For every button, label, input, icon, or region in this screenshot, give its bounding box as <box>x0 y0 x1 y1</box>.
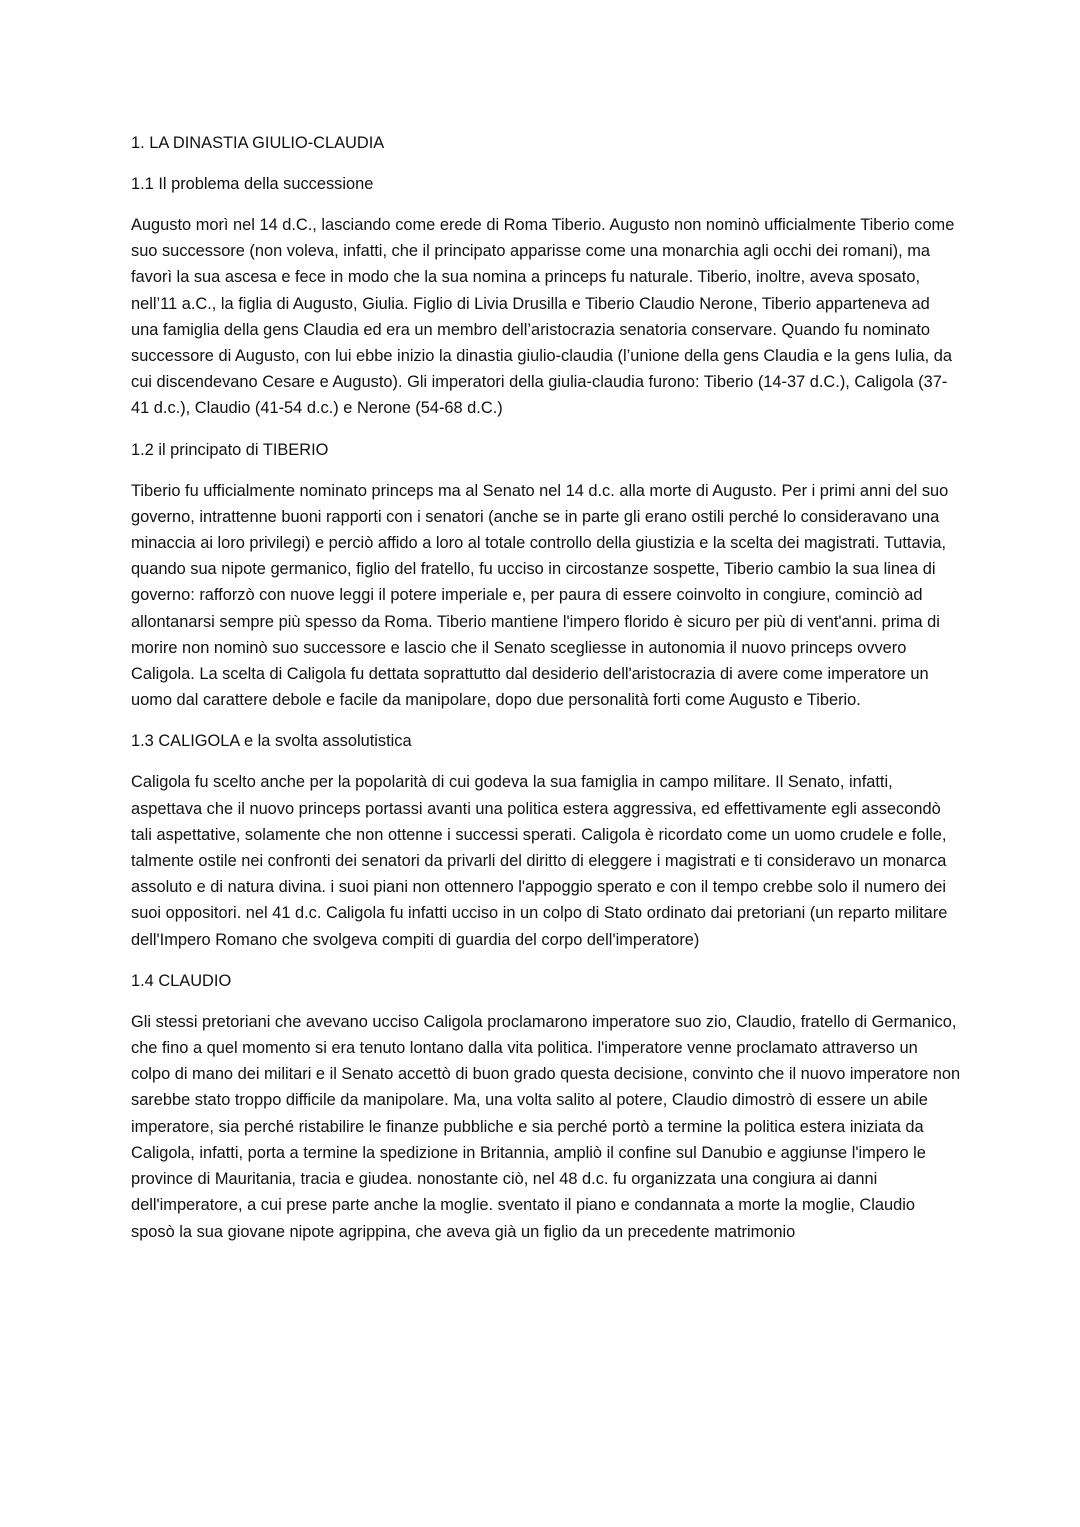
section-paragraph: Augusto morì nel 14 d.C., lasciando come erede di Roma Tiberio. Augusto non nominò ufficialmente Tiberio come suo successore (non voleva, infatti, che il principato apparisse come una monarchia agli occhi dei romani), ma favorì la sua ascesa e fece in modo che la sua nomina a princeps fu naturale. Tiberio, inoltre, aveva sposato, nell’11 a.C., la figlia di Augusto, Giulia. Figlio di Livia Drusilla e Tiberio Claudio Nerone, Tiberio apparteneva ad una famiglia della gens Claudia ed era un membro dell’aristocrazia senatoria conservare. Quando fu nominato successore di Augusto, con lui ebbe inizio la dinastia giulio-claudia (l’unione della gens Claudia e la gens Iulia, da cui discendevano Cesare e Augusto). Gli imperatori della giulia-claudia furono: Tiberio (14-37 d.C.), Caligola (37-41 d.c.), Claudio (41-54 d.c.) e Nerone (54-68 d.C.) <box>131 216 955 418</box>
section-heading: 1.3 CALIGOLA e la svolta assolutistica <box>131 732 412 751</box>
section-heading: 1.2 il principato di TIBERIO <box>131 440 329 459</box>
document-title: 1. LA DINASTIA GIULIO-CLAUDIA <box>131 134 385 152</box>
section-paragraph: Caligola fu scelto anche per la popolarità di cui godeva la sua famiglia in campo militare. Il Senato, infatti, aspettava che il nuovo princeps portassi avanti una politica estera aggressiva, ed effettivamente egli assecondò tali aspettative, solamente che non ottenne i successi sperati. Caligola è ricordato come un uomo crudele e folle, talmente ostile nei confronti dei senatori da privarli del diritto di eleggere i magistrati e ti consideravo un monarca assoluto e di natura divina. i suoi piani non ottennero l'appoggio sperato e con il tempo crebbe solo il numero dei suoi oppositori. nel 41 d.c. Caligola fu infatti ucciso in un colpo di Stato ordinato dai pretoriani (un reparto militare dell'Impero Romano che svolgeva compiti di guardia del corpo dell'imperatore) <box>131 773 948 949</box>
section-tiberio <box>131 437 961 714</box>
section-successione <box>131 171 961 422</box>
section-paragraph: Tiberio fu ufficialmente nominato princeps ma al Senato nel 14 d.c. alla morte di Augusto. Per i primi anni del suo governo, intrattenne buoni rapporti con i senatori (anche se in parte gli erano ostili perché lo consideravano una minaccia ai loro privilegi) e perciò affido a loro al totale controllo della giustizia e la scelta dei magistrati. Tuttavia, quando sua nipote germanico, figlio del fratello, fu ucciso in circostanze sospette, Tiberio cambio la sua linea di governo: rafforzò con nuove leggi il potere imperiale e, per paura di essere coinvolto in congiure, cominciò ad allontanarsi sempre più spesso da Roma. Tiberio mantiene l'impero florido è sicuro per più di vent'anni. prima di morire non nominò suo successore e lascio che il Senato scegliesse in autonomia il nuovo princeps ovvero Caligola. La scelta di Caligola fu dettata soprattutto dal desiderio dell'aristocrazia di avere come imperatore un uomo dal carattere debole e facile da manipolare, dopo due personalità forti come Augusto e Tiberio. <box>131 481 949 710</box>
section-paragraph: Gli stessi pretoriani che avevano ucciso Caligola proclamarono imperatore suo zio, Claudio, fratello di Germanico, che fino a quel momento si era tenuto lontano dalla vita politica. l'imperatore venne proclamato attraverso un colpo di mano dei militari e il Senato accettò di buon grado questa decisione, convinto che il nuovo imperatore non sarebbe stato troppo difficile da manipolare. Ma, una volta salito al potere, Claudio dimostrò di essere un abile imperatore, sia perché ristabilire le finanze pubbliche e sia perché portò a termine la politica estera iniziata da Caligola, infatti, porta a termine la spedizione in Britannia, ampliò il confine sul Danubio e aggiunse l'impero le province di Mauritania, tracia e giudea. nonostante ciò, nel 48 d.c. fu organizzata una congiura ai danni dell'imperatore, a cui prese parte anche la moglie. sventato il piano e condannata a morte la moglie, Claudio sposò la sua giovane nipote agrippina, che aveva già un figlio da un precedente matrimonio <box>131 1012 961 1241</box>
section-heading: 1.4 CLAUDIO <box>131 971 232 990</box>
document-page <box>131 130 961 1260</box>
section-claudio <box>131 968 961 1245</box>
section-heading: 1.1 Il problema della successione <box>131 175 374 193</box>
section-caligola <box>131 728 961 952</box>
